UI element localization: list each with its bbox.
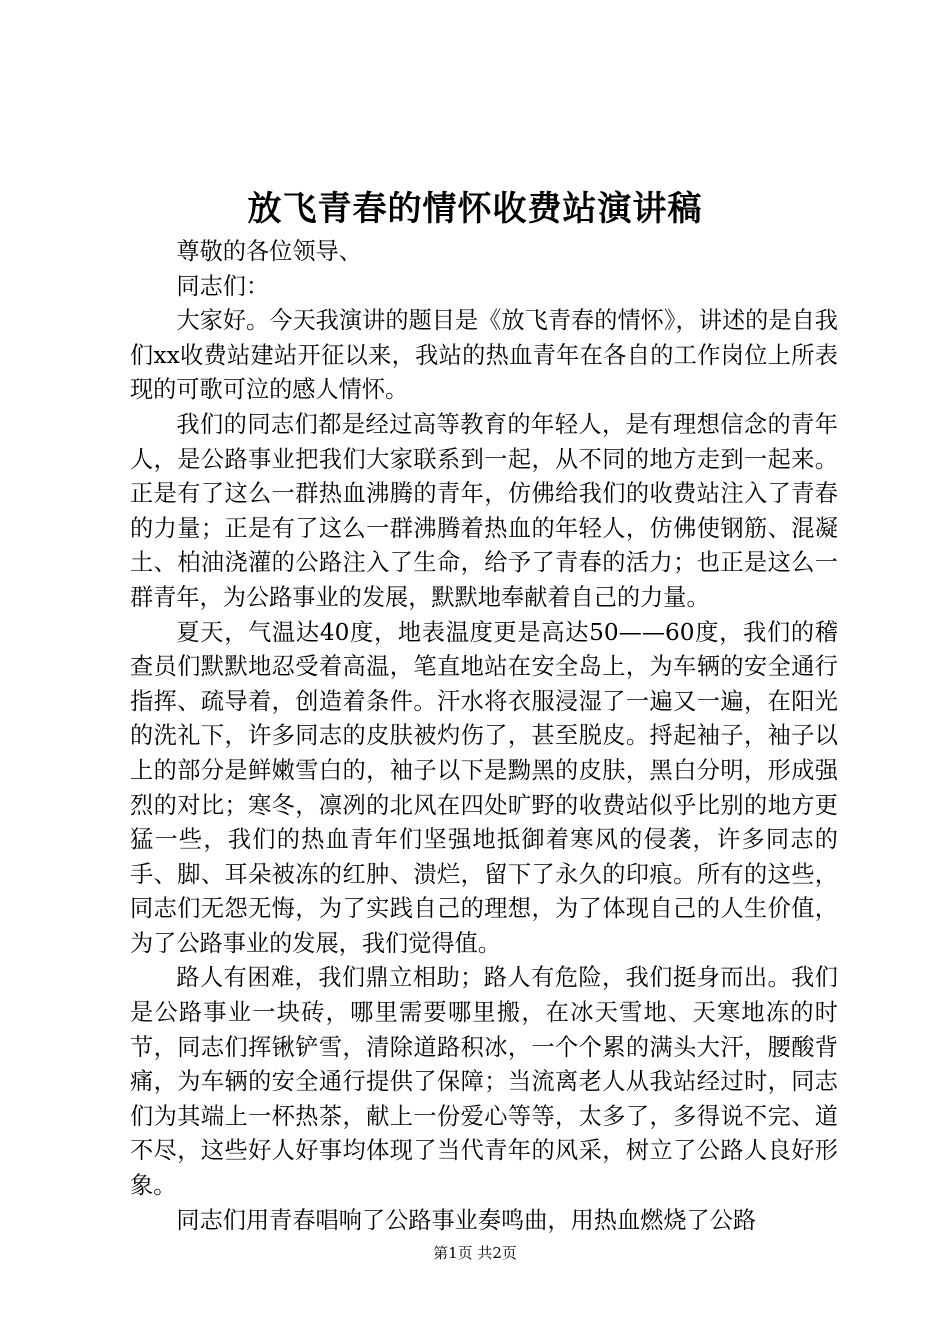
body-paragraph: 同志们用青春唱响了公路事业奏鸣曲，用热血燃烧了公路 bbox=[176, 1206, 757, 1234]
body-paragraph: 夏天，气温达40度，地表温度更是高达50——60度，我们的稽查员们默默地忍受着高温，笔直地站在安全岛上，为车辆的安全通行指挥、疏导着，创造着条件。汗水将衣服浸湿了一遍又一遍，在阳光的洗礼下，许多同志的皮肤被灼伤了，甚至脱皮。捋起袖子，袖子以上的部分是鲜嫩雪白的，袖子以下是黝黑的皮肤，黑白分明，形成强烈的对比；寒冬，凛冽的北风在四处旷野的收费站似乎比别的地方更猛一些，我们的热血青年们坚强地抵御着寒风的侵袭，许多同志的手、脚、耳朵被冻的红肿、溃烂，留下了永久的印痕。所有的这些，同志们无怨无悔，为了实践自己的理想，为了体现自己的人生价值，为了公路事业的发展，我们觉得值。 bbox=[130, 618, 838, 957]
salutation-line: 尊敬的各位领导、 bbox=[176, 238, 362, 265]
body-paragraph: 大家好。今天我演讲的题目是《放飞青春的情怀》，讲述的是自我们xx收费站建站开征以来，我站的热血青年在各自的工作岗位上所表现的可歌可泣的感人情怀。 bbox=[130, 307, 838, 404]
document-body bbox=[130, 235, 838, 1238]
body-paragraph: 我们的同志们都是经过高等教育的年轻人，是有理想信念的青年人，是公路事业把我们大家联系到一起，从不同的地方走到一起来。正是有了这么一群热血沸腾的青年，仿佛给我们的收费站注入了青春的力量；正是有了这么一群沸腾着热血的年轻人，仿佛使钢筋、混凝土、柏油浇灌的公路注入了生命，给予了青春的活力；也正是这么一群青年，为公路事业的发展，默默地奉献着自己的力量。 bbox=[130, 410, 838, 611]
body-paragraph: 路人有困难，我们鼎立相助；路人有危险，我们挺身而出。我们是公路事业一块砖，哪里需要哪里搬，在冰天雪地、天寒地冻的时节，同志们挥锹铲雪，清除道路积冰，一个个累的满头大汗，腰酸背痛，为车辆的安全通行提供了保障；当流离老人从我站经过时，同志们为其端上一杯热茶，献上一份爱心等等，太多了，多得说不完、道不尽，这些好人好事均体现了当代青年的风采，树立了公路人良好形象。 bbox=[130, 964, 838, 1200]
salutation-line: 同志们： bbox=[176, 272, 270, 300]
page-number-footer: 第1页 共2页 bbox=[433, 1244, 517, 1262]
document-title: 放飞青春的情怀收费站演讲稿 bbox=[247, 189, 703, 229]
